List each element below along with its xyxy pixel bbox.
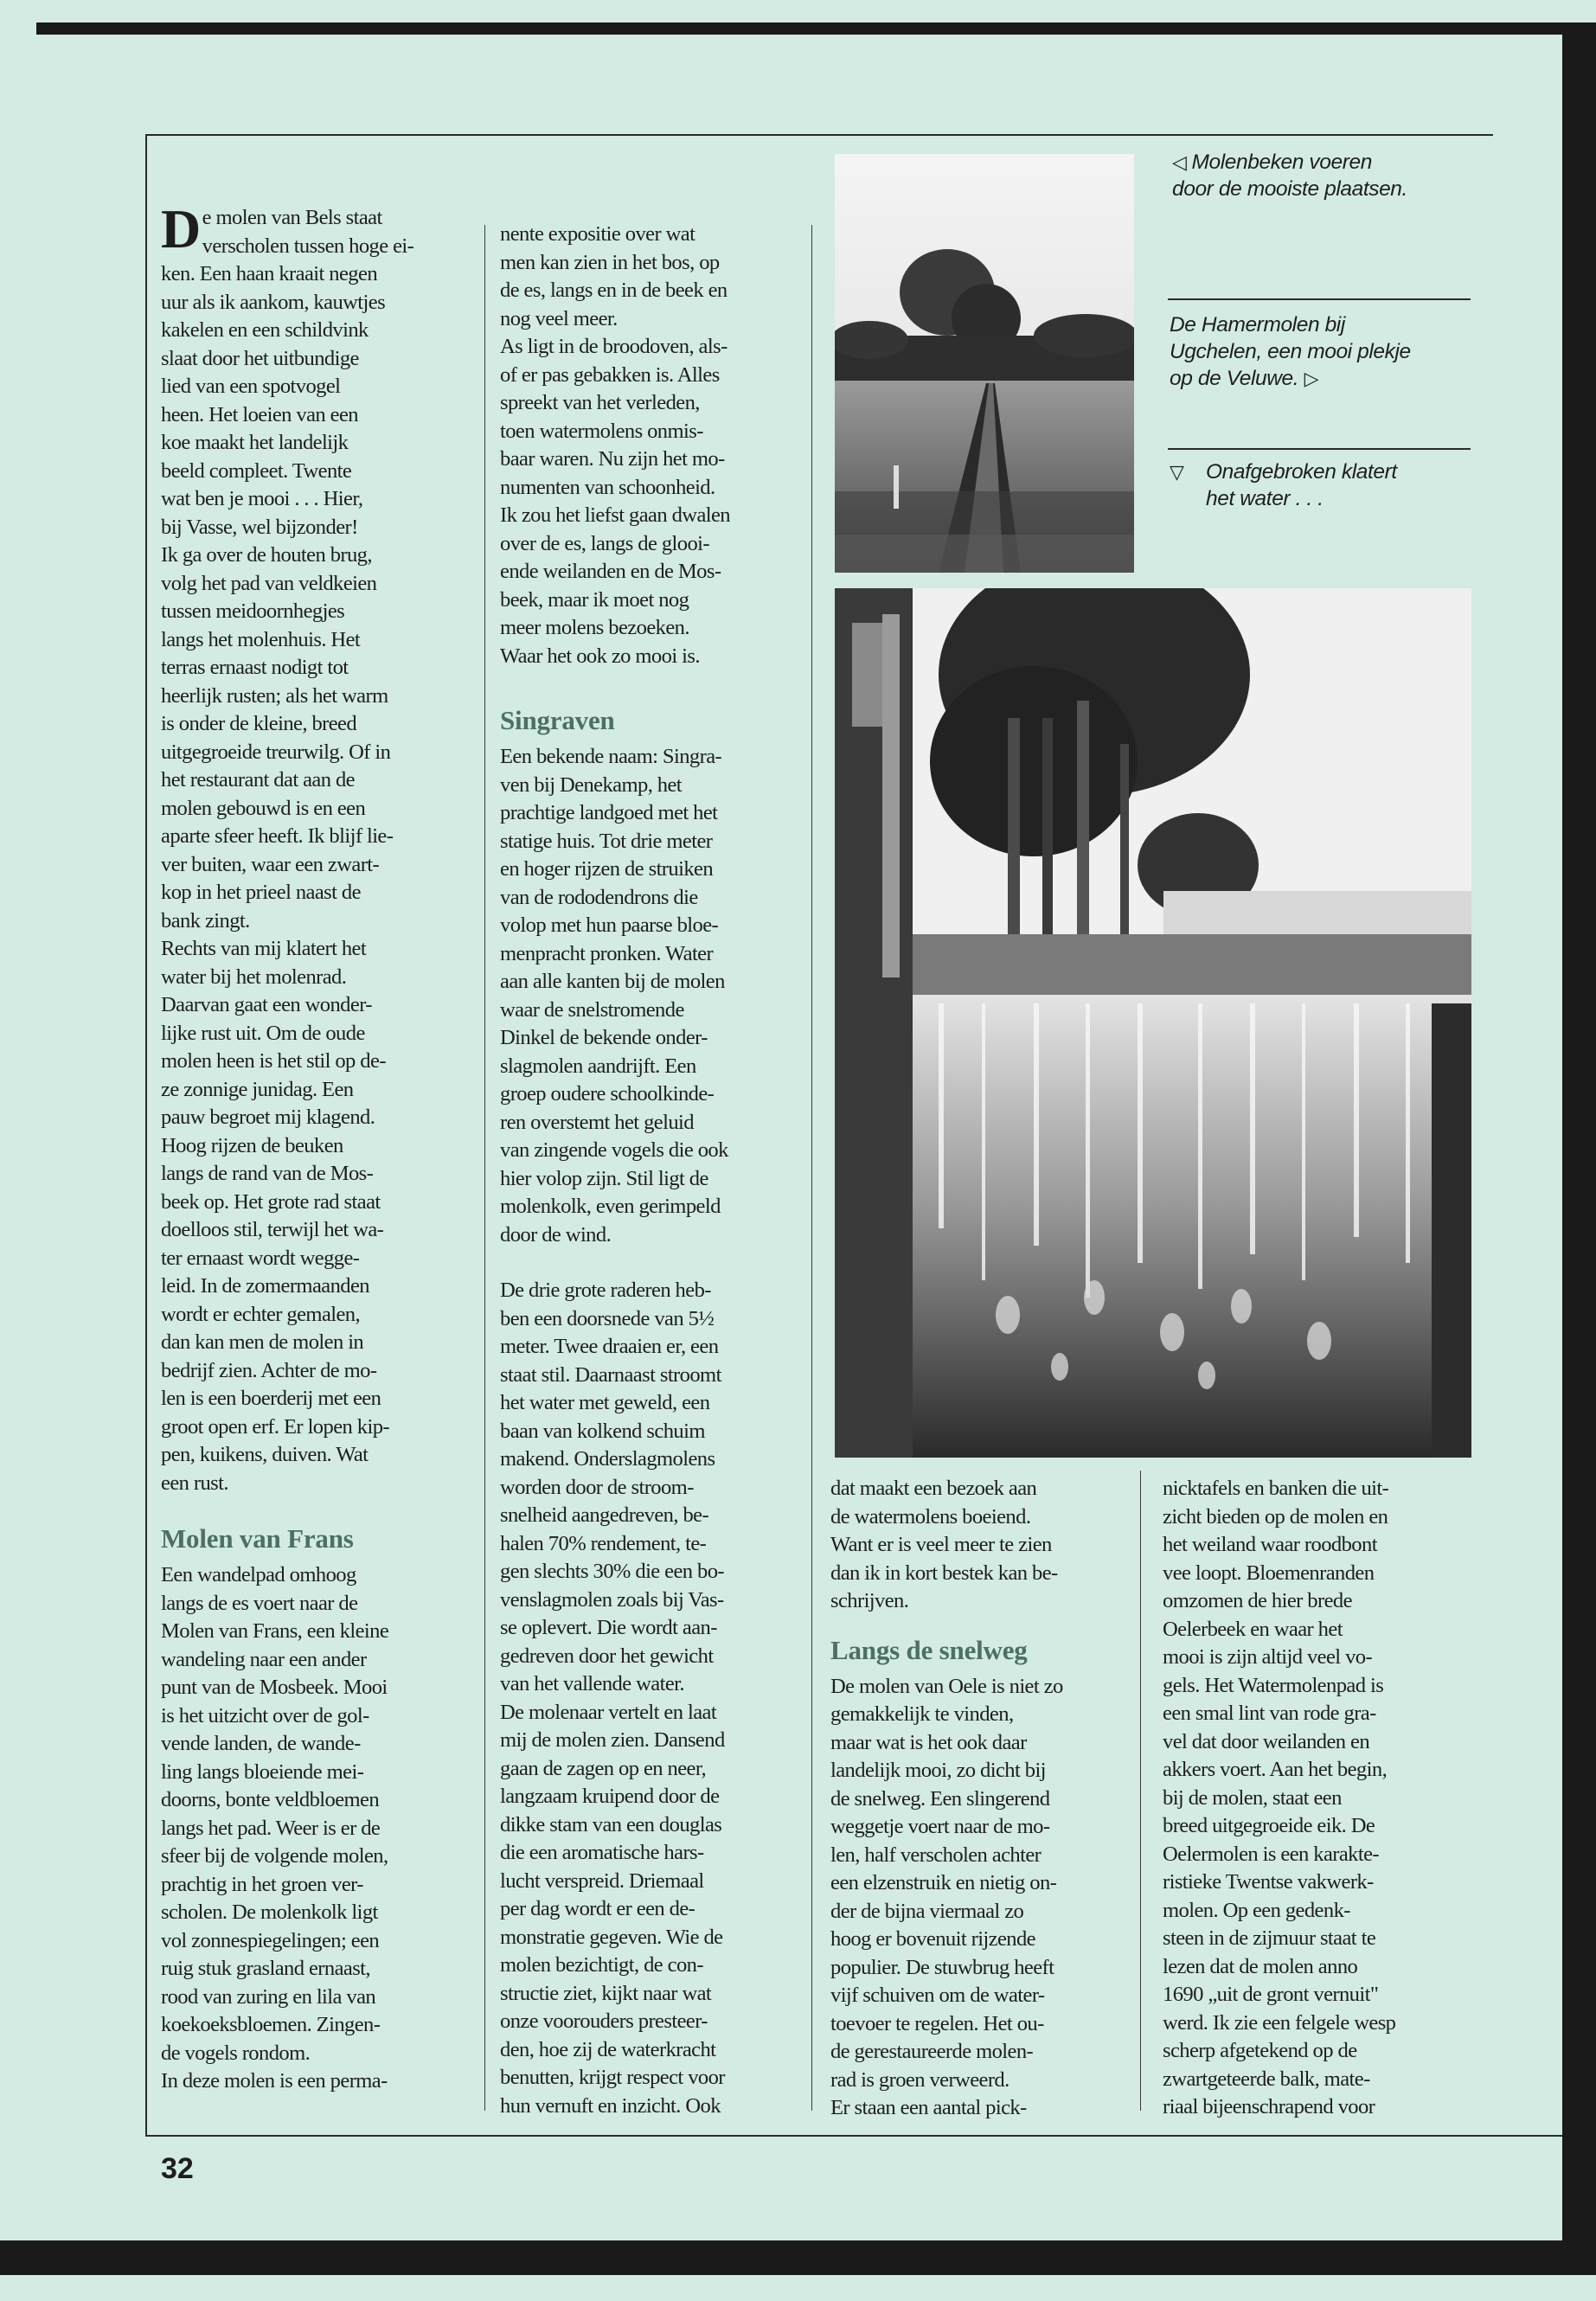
paragraph: dat maakt een bezoek aan de watermolens boeiend. Want er is veel meer te zien dan ik in kort bestek kan be- schrijven. — [830, 1477, 1058, 1612]
paragraph: Ik ga over de houten brug, volg het pad van veldkeien tussen meidoornhegjes langs het molenhuis. Het terras ernaast nodigt tot heerlijk rusten; als het warm is onder de kleine, breed uitgegroeide treurwilg. Of in het restaurant dat aan de molen gebouwd is en een aparte sfeer heeft. Ik blijf lie- ver buiten, waar een zwart- kop in het prieel naast de bank zingt. — [161, 543, 394, 933]
frame-rule-left — [145, 134, 147, 2137]
caption-text: Onafgebroken klatert het water . . . — [1206, 460, 1397, 510]
intro-paragraph — [161, 198, 471, 542]
caption-text: Molenbeken voeren door de mooiste plaatsen. — [1172, 151, 1407, 201]
article-column-1 — [161, 198, 471, 2096]
paragraph: De molenaar vertelt en laat mij de molen zien. Dansend gaan de zagen op en neer, langzaam kruipend door de dikke stam van een douglas die een aromatische hars- lucht verspreid. Driemaal per dag wordt er een de- monstratie gegeven. Wie de molen bezichtigt, de con- structie ziet, kijkt naar wat onze voorouders presteer- den, hoe zij de waterkracht benutten, krijgt respect voor hun vernuft en inzicht. Ook — [500, 1700, 725, 2118]
frame-rule-top — [145, 134, 1493, 136]
section-heading: Langs de snelweg — [830, 1634, 1028, 1665]
paragraph: De molen van Oele is niet zo gemakkelijk te vinden, maar wat is het ook daar landelijk mooi, zo dicht bij de snelweg. Een slingerend weggetje voert naar de mo- len, half verscholen achter een elzenstruik en nietig on- der de bijna viermaal zo hoog er bovenuit rijzende populier. De stuwbrug heeft vijf schuiven om de water- toevoer te regelen. Het ou- de gerestaureerde molen- rad is groen verweerd. — [830, 1674, 1063, 2092]
scan-border-bottom — [0, 2240, 1596, 2275]
scan-border-right — [1562, 35, 1596, 2253]
frame-rule-bottom — [145, 2135, 1562, 2137]
caption-molenbeken — [1172, 149, 1484, 202]
article-column-3 — [830, 1475, 1133, 2123]
photo-stream-meadow — [835, 154, 1134, 573]
page-number: 32 — [161, 2152, 194, 2185]
column-rule-1 — [484, 225, 485, 2111]
article-column-4 — [1163, 1475, 1465, 2122]
paragraph: Rechts van mij klatert het water bij het molenrad. Daarvan gaat een wonder- lijke rust uit. Om de oude molen heen is het stil op de- ze zonnige junidag. Een pauw begroet mij klagend. Hoog rijzen de beuken langs de rand van de Mos- beek op. Het grote rad staat doelloos stil, terwijl het wa- ter ernaast wordt wegge- leid. In de zomermaanden wordt er echter gemalen, dan kan men de molen in bedrijf zien. Achter de mo- len is een boerderij met een groot open erf. Er lopen kip- pen, kuikens, duiven. Wat een rust. — [161, 937, 389, 1495]
caption-hamermolen — [1170, 311, 1481, 392]
section-heading: Molen van Frans — [161, 1523, 354, 1554]
caption-divider — [1168, 298, 1471, 300]
dropcap: D — [161, 198, 201, 260]
down-arrow-icon: ▽ — [1170, 461, 1184, 483]
right-arrow-icon: ▷ — [1304, 368, 1319, 389]
paragraph: De drie grote raderen heb- ben een doorsnede van 5½ meter. Twee draaien er, een staat stil. Daarnaast stroomt het water met geweld, een baan van kolkend schuim makend. Onderslagmolens worden door de stroom- snelheid aangedreven, be- halen 70% rendement, te- gen slechts 30% die een bo- venslagmolen zoals bij Vas- se oplevert. Die wordt aan- gedreven door het gewicht van het vallende water. — [500, 1279, 725, 1695]
article-column-2 — [500, 221, 803, 2120]
paragraph: As ligt in de broodoven, als- of er pas gebakken is. Alles spreekt van het verleden, toen watermolens onmis- baar waren. Nu zijn het mo- numenten van schoonheid. Ik zou het liefst gaan dwalen over de es, langs de glooi- ende weilanden en de Mos- beek, maar ik moet nog meer molens bezoeken. Waar het ook zo mooi is. — [500, 335, 731, 668]
paragraph: Er staan een aantal pick- — [830, 2096, 1027, 2119]
caption-text: De Hamermolen bij Ugchelen, een mooi plekje op de Veluwe. — [1170, 313, 1411, 390]
paragraph: nente expositie over wat men kan zien in het bos, op de es, langs en in de beek en nog veel meer. — [500, 222, 727, 330]
intro-text: e molen van Bels staat verscholen tussen hoge ei- ken. Een haan kraait negen uur als ik aankom, kauwtjes kakelen en een schildvink slaat door het uitbundige lied van een spotvogel heen. Het loeien van een koe maakt het landelijk beeld compleet. Twente wat ben je mooi . . . Hier, bij Vasse, wel bijzonder! — [161, 206, 414, 539]
section-heading: Singraven — [500, 705, 615, 735]
paragraph: Een wandelpad omhoog langs de es voert naar de Molen van Frans, een kleine wandeling naar een ander punt van de Mosbeek. Mooi is het uitzicht over de gol- vende landen, de wande- ling langs bloeiende mei- doorns, bonte veldbloemen langs het pad. Weer is er de sfeer bij de volgende molen, prachtig in het groen ver- scholen. De molenkolk ligt vol zonnespiegelingen; een ruig stuk grasland ernaast, rood van zuring en lila van koekoeksbloemen. Zingen- de vogels rondom. — [161, 1563, 389, 2065]
column-rule-3 — [1140, 1471, 1141, 2111]
paragraph: nicktafels en banken die uit- zicht bieden op de molen en het weiland waar roodbont vee loopt. Bloemenranden omzomen de hier brede Oelerbeek en waar het mooi is zijn altijd veel vo- gels. Het Watermolenpad is een smal lint van rode gra- vel dat door weilanden en akkers voert. Aan het begin, bij de molen, staat een breed uitgegroeide eik. De Oelermolen is een karakte- ristieke Twentse vakwerk- molen. Op een gedenk- steen in de zijmuur staat te lezen dat de molen anno 1690 „uit de gront vernuit" werd. Ik zie een felgele wesp scherp afgetekend op de zwartgeteerde balk, mate- riaal bijeenschrapend voor — [1163, 1477, 1396, 2118]
caption-klatert — [1170, 458, 1481, 512]
paragraph: Een bekende naam: Singra- ven bij Denekamp, het prachtige landgoed met het statige huis. Tot drie meter en hoger rijzen de struiken van de rododendrons die volop met hun paarse bloe- menpracht pronken. Water aan alle kanten bij de molen waar de snelstromende Dinkel de bekende onder- slagmolen aandrijft. Een groep oudere schoolkinde- ren overstemt het geluid van zingende vogels die ook hier volop zijn. Stil ligt de molenkolk, even gerimpeld door de wind. — [500, 745, 728, 1247]
scan-border-top — [36, 22, 1596, 35]
left-arrow-icon: ◁ — [1172, 151, 1187, 173]
paragraph: In deze molen is een perma- — [161, 2069, 388, 2093]
column-rule-2 — [811, 225, 812, 2111]
caption-divider — [1168, 448, 1471, 450]
photo-waterfall — [835, 588, 1471, 1458]
